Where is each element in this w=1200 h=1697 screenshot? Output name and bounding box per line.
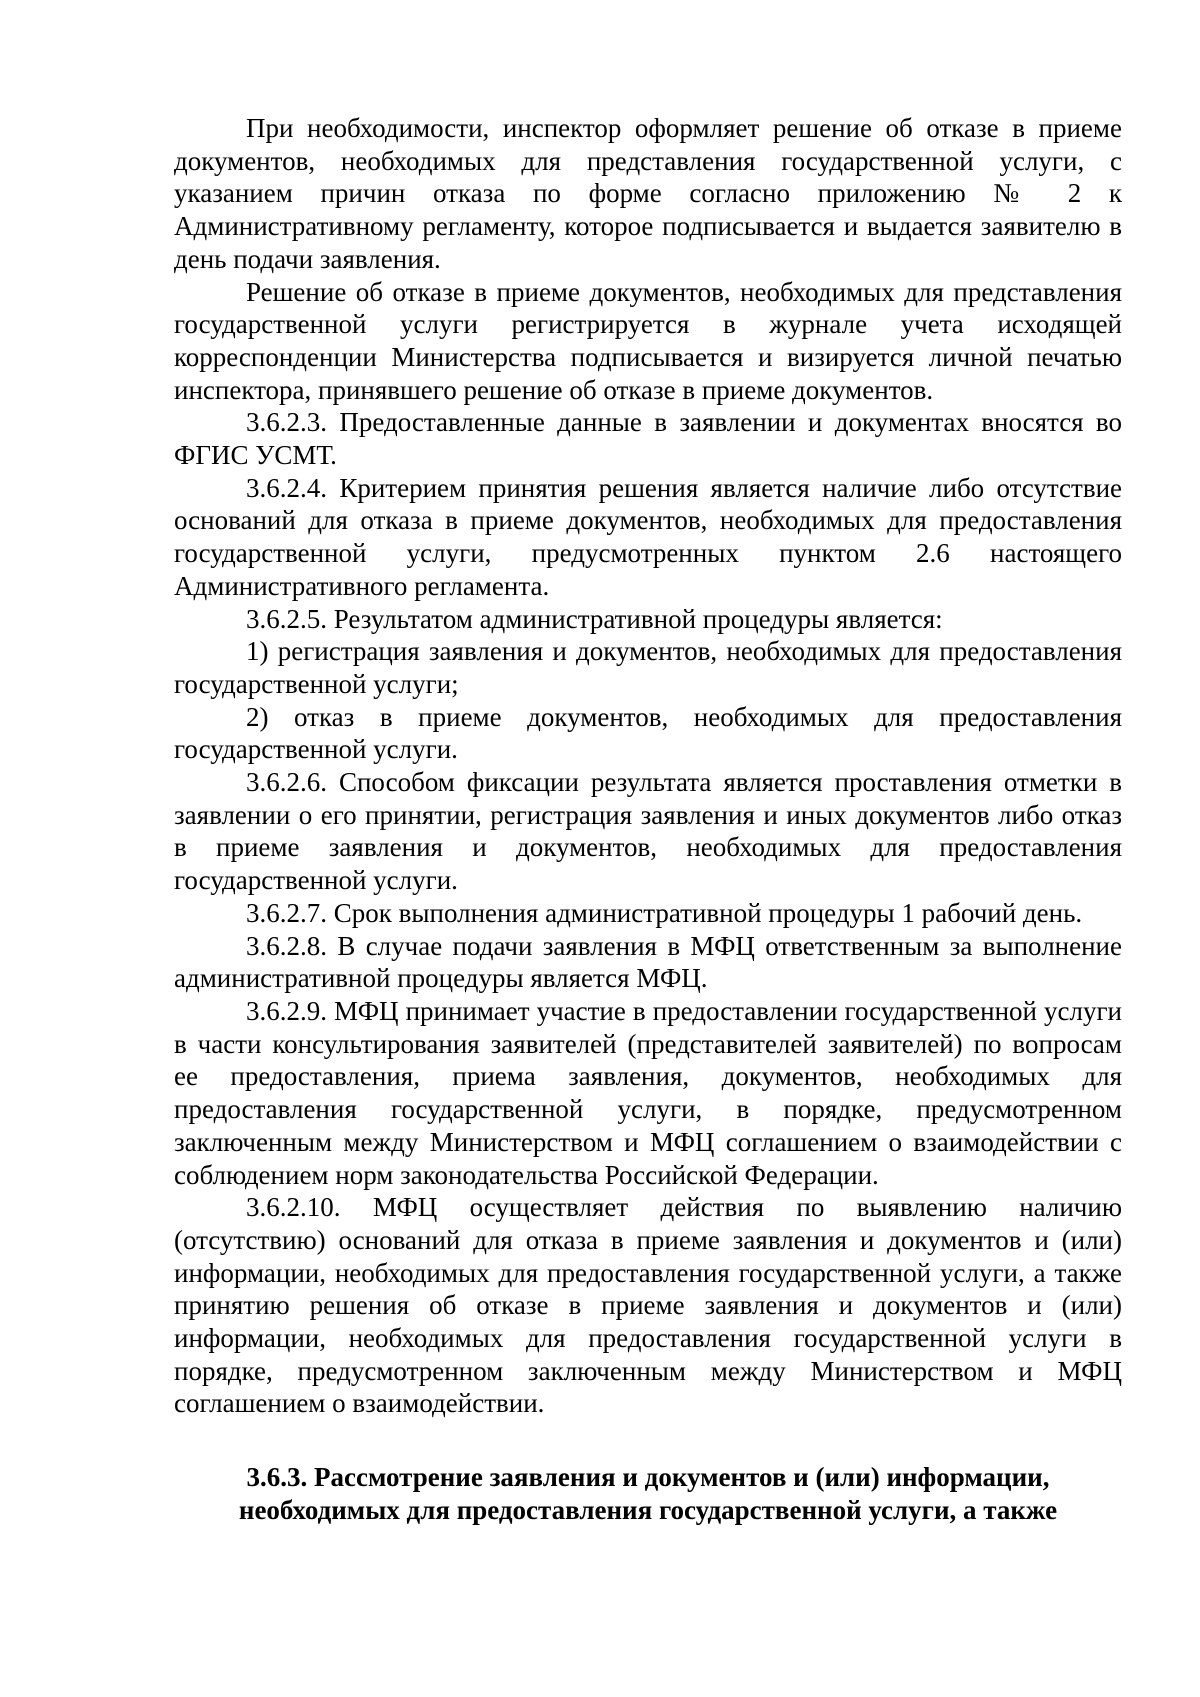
paragraph-refusal-registration: Решение об отказе в приеме документов, необходимых для представления государственной услуги регистрируется в журнале учета исходящей корреспонденции Министерства подписывается и визируется личной печатью инспектора, принявшего решение об отказе в приеме документов. — [174, 276, 1122, 405]
paragraph-3-6-2-4: 3.6.2.4. Критерием принятия решения является наличие либо отсутствие оснований для отказа в приеме документов, необходимых для предоставления государственной услуги, предусмотренных пунктом 2.6 настоящего Административного регламента. — [174, 472, 1122, 601]
document-page — [174, 112, 1122, 1527]
paragraph-3-6-2-3: 3.6.2.3. Предоставленные данные в заявлении и документах вносятся во ФГИС УСМТ. — [174, 407, 1122, 471]
paragraph-3-6-2-7: 3.6.2.7. Срок выполнения административной процедуры 1 рабочий день. — [246, 897, 1083, 928]
paragraph-3-6-2-8: 3.6.2.8. В случае подачи заявления в МФЦ ответственным за выполнение административной процедуры является МФЦ. — [174, 930, 1122, 994]
section-heading-line-1: 3.6.3. Рассмотрение заявления и документов и (или) информации, — [246, 1462, 1050, 1493]
paragraph-3-6-2-6: 3.6.2.6. Способом фиксации результата является проставления отметки в заявлении о его принятии, регистрация заявления и иных документов либо отказ в приеме заявления и документов, необходимых для предоставления государственной услуги. — [174, 767, 1122, 896]
list-item-2: 2) отказ в приеме документов, необходимых для предоставления государственной услуги. — [174, 701, 1122, 765]
paragraph-3-6-2-5: 3.6.2.5. Результатом административной процедуры является: — [246, 603, 943, 634]
paragraph-refusal-decision: При необходимости, инспектор оформляет решение об отказе в приеме документов, необходимых для представления государственной услуги, с указанием причин отказа по форме согласно приложению № 2 к Административному регламенту, которое подписывается и выдается заявителю в день подачи заявления. — [174, 113, 1122, 274]
list-item-1: 1) регистрация заявления и документов, необходимых для предоставления государственной услуги; — [174, 636, 1122, 699]
paragraph-3-6-2-9: 3.6.2.9. МФЦ принимает участие в предоставлении государственной услуги в части консультирования заявителей (представителей заявителей) по вопросам ее предоставления, приема заявления, документов, необходимых для предоставления государственной услуги, в порядке, предусмотренном заключенным между Министерством и МФЦ соглашением о взаимодействии с соблюдением норм законодательства Российской Федерации. — [174, 995, 1122, 1190]
paragraph-3-6-2-10: 3.6.2.10. МФЦ осуществляет действия по выявлению наличию (отсутствию) оснований для отказа в приеме заявления и документов и (или) информации, необходимых для предоставления государственной услуги, а также принятию решения об отказе в приеме заявления и документов и (или) информации, необходимых для предоставления государственной услуги в порядке, предусмотренном заключенным между Министерством и МФЦ соглашением о взаимодействии. — [174, 1192, 1122, 1419]
section-heading-line-2: необходимых для предоставления государственной услуги, а также — [238, 1494, 1058, 1525]
section-heading-3-6-3 — [174, 1461, 1122, 1526]
